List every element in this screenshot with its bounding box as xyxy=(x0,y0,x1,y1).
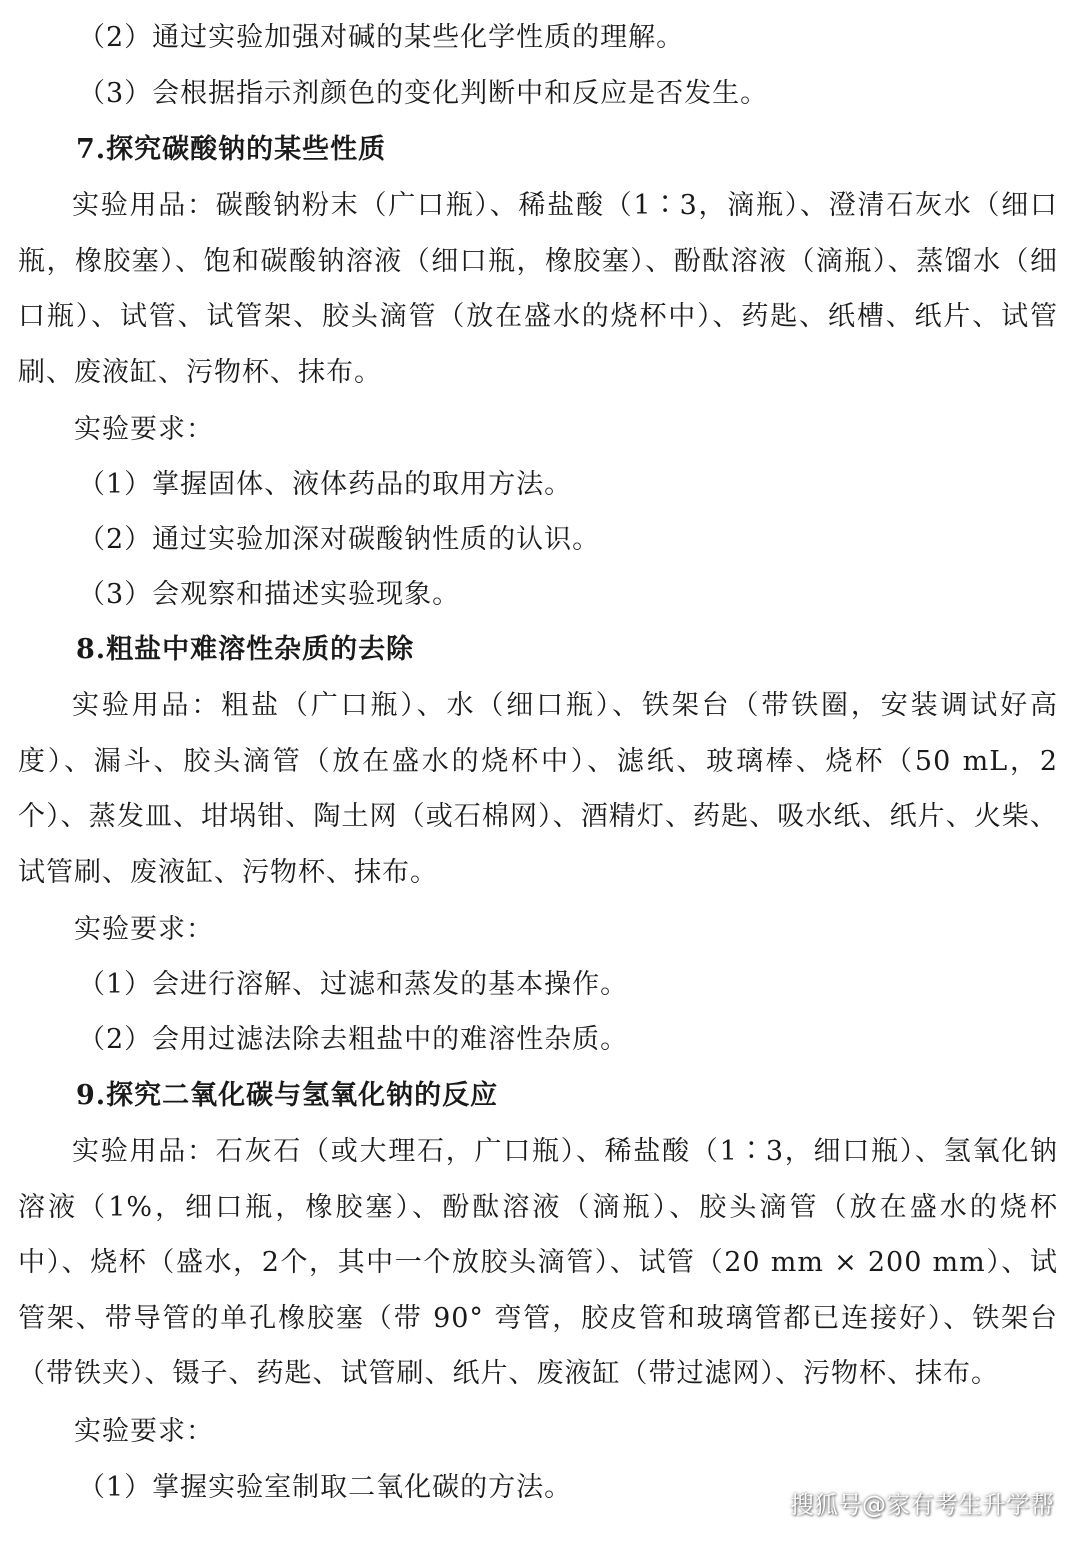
section6-item3: （3）会根据指示剂颜色的变化判断中和反应是否发生。 xyxy=(78,78,769,109)
section7-req3: （3）会观察和描述实验现象。 xyxy=(78,579,461,610)
section9-req-label: 实验要求： xyxy=(74,1416,214,1447)
section8-req2: （2）会用过滤法除去粗盐中的难溶性杂质。 xyxy=(78,1024,629,1055)
section9-req1: （1）掌握实验室制取二氧化碳的方法。 xyxy=(78,1472,573,1503)
section6-item2: （2）通过实验加强对碱的某些化学性质的理解。 xyxy=(78,22,685,53)
section8-title: 8.粗盐中难溶性杂质的去除 xyxy=(76,634,415,665)
section7-req2: （2）通过实验加深对碳酸钠性质的认识。 xyxy=(78,524,601,555)
section8-req1: （1）会进行溶解、过滤和蒸发的基本操作。 xyxy=(78,969,629,1000)
section7-req-label: 实验要求： xyxy=(74,414,214,445)
section7-title: 7.探究碳酸钠的某些性质 xyxy=(76,134,387,165)
section7-materials: 实验用品：碳酸钠粉末（广口瓶）、稀盐酸（1∶3，滴瓶）、澄清石灰水（细口瓶，橡胶塞）、饱和碳酸钠溶液（细口瓶，橡胶塞）、酚酞溶液（滴瓶）、蒸馏水（细口瓶）、试管、试管架、胶头滴管（放在盛水的烧杯中）、药匙、纸槽、纸片、试管刷、废液缸、污物杯、抹布。 xyxy=(18,190,1058,388)
watermark: 搜狐号@家有考生升学帮 xyxy=(790,1491,1054,1519)
section9-title: 9.探究二氧化碳与氢氧化钠的反应 xyxy=(76,1080,499,1111)
section8-materials: 实验用品：粗盐（广口瓶）、水（细口瓶）、铁架台（带铁圈，安装调试好高度）、漏斗、胶头滴管（放在盛水的烧杯中）、滤纸、玻璃棒、烧杯（50 mL，2 个）、蒸发皿、坩埚钳、陶土网（或石棉网）、酒精灯、药匙、吸水纸、纸片、火柴、试管刷、废液缸、污物杯、抹布。 xyxy=(18,690,1058,888)
section8-req-label: 实验要求： xyxy=(74,914,214,945)
section7-req1: （1）掌握固体、液体药品的取用方法。 xyxy=(78,469,573,500)
section9-materials: 实验用品：石灰石（或大理石，广口瓶）、稀盐酸（1∶3，细口瓶）、氢氧化钠溶液（1%，细口瓶，橡胶塞）、酚酞溶液（滴瓶）、胶头滴管（放在盛水的烧杯中）、烧杯（盛水，2个，其中一个放胶头滴管）、试管（20 mm × 200 mm）、试管架、带导管的单孔橡胶塞（带 90° 弯管，胶皮管和玻璃管都已连接好）、铁架台（带铁夹）、镊子、药匙、试管刷、纸片、废液缸（带过滤网）、污物杯、抹布。 xyxy=(18,1136,1058,1389)
